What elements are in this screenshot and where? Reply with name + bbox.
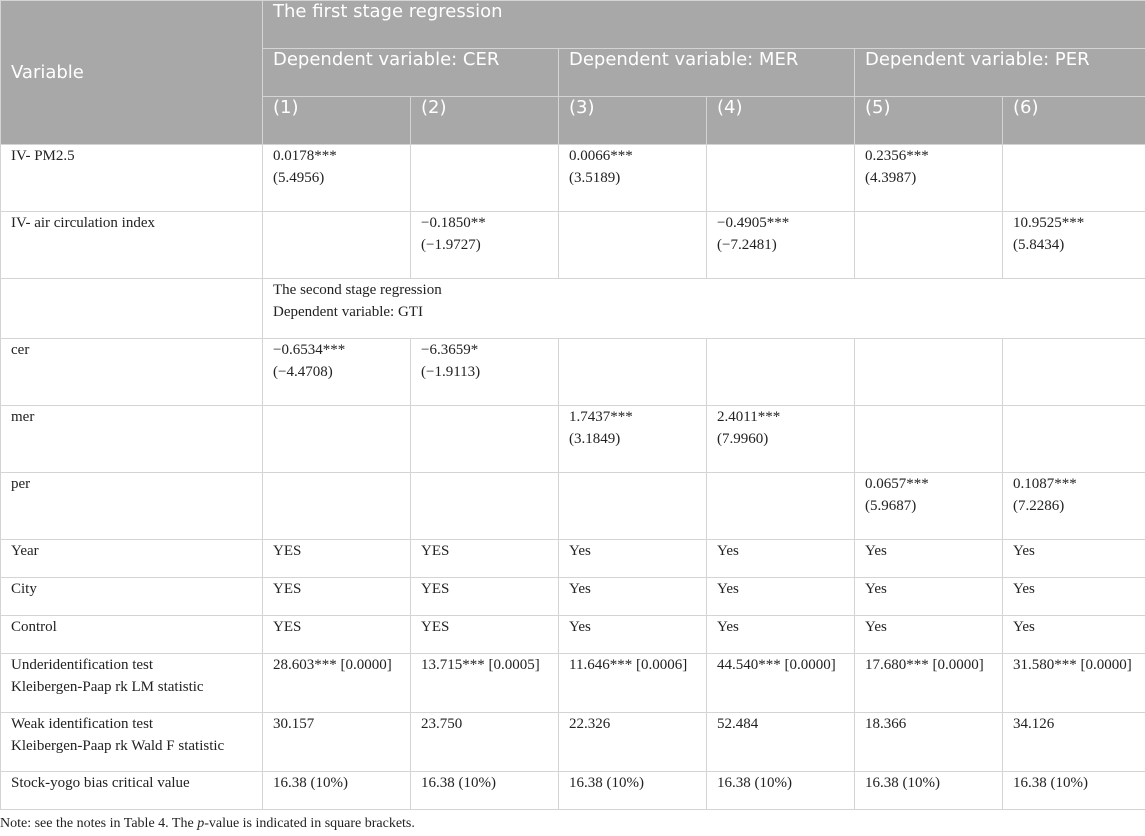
- coef-cell: [1003, 406, 1145, 473]
- coef-value: 0.0178***: [273, 148, 337, 164]
- table-row-underidentification: [1, 654, 1145, 713]
- table-cell: 11.646*** [0.0006]: [559, 654, 707, 713]
- table-cell: Yes: [559, 540, 707, 578]
- table-cell: 28.603*** [0.0000]: [263, 654, 411, 713]
- table-cell: 16.38 (10%): [1003, 772, 1145, 810]
- coef-cell: [855, 406, 1003, 473]
- table-row-year: [1, 540, 1145, 578]
- table-row-cer: [1, 339, 1145, 406]
- table-cell: 22.326: [559, 713, 707, 772]
- t-stat: (3.5189): [569, 170, 621, 186]
- table-cell: Yes: [707, 616, 855, 654]
- row-label: City: [1, 578, 263, 616]
- coef-cell: [263, 473, 411, 540]
- table-cell: YES: [411, 540, 559, 578]
- table-cell: Yes: [559, 578, 707, 616]
- t-stat: (5.9687): [865, 498, 917, 514]
- second-stage-title: The second stage regression: [273, 282, 442, 298]
- coef-value: 0.0657***: [865, 476, 929, 492]
- coef-cell: [411, 339, 559, 406]
- coef-cell: [559, 145, 707, 212]
- second-stage-dependent: Dependent variable: GTI: [273, 304, 423, 320]
- table-body: [1, 145, 1145, 810]
- table-row-second-stage: [1, 279, 1145, 339]
- table-cell: Yes: [855, 616, 1003, 654]
- row-label: per: [1, 473, 263, 540]
- coef-value: 10.9525***: [1013, 215, 1085, 231]
- coef-cell: [707, 406, 855, 473]
- t-stat: (5.4956): [273, 170, 325, 186]
- t-stat: (4.3987): [865, 170, 917, 186]
- table-cell: 31.580*** [0.0000]: [1003, 654, 1145, 713]
- table-cell: 16.38 (10%): [707, 772, 855, 810]
- note-italic: p: [197, 816, 205, 831]
- table-cell: 16.38 (10%): [855, 772, 1003, 810]
- coef-cell: [411, 406, 559, 473]
- row-label: Control: [1, 616, 263, 654]
- table-cell: 23.750: [411, 713, 559, 772]
- table-cell: 16.38 (10%): [559, 772, 707, 810]
- coef-value: 0.1087***: [1013, 476, 1077, 492]
- row-label: IV- PM2.5: [1, 145, 263, 212]
- row-label: mer: [1, 406, 263, 473]
- note-suffix: -value is indicated in square brackets.: [204, 816, 415, 831]
- row-label: [1, 654, 263, 713]
- table-cell: Yes: [1003, 616, 1145, 654]
- coef-cell: [263, 212, 411, 279]
- coef-cell: [263, 339, 411, 406]
- table-cell: Yes: [1003, 540, 1145, 578]
- group-header-mer: Dependent variable: MER: [559, 49, 855, 97]
- row-label: IV- air circulation index: [1, 212, 263, 279]
- t-stat: (5.8434): [1013, 237, 1065, 253]
- coef-value: −0.6534***: [273, 342, 346, 358]
- row-label-line: Kleibergen-Paap rk LM statistic: [11, 679, 204, 695]
- coef-cell: [1003, 145, 1145, 212]
- table-cell: Yes: [855, 540, 1003, 578]
- table-cell: Yes: [707, 578, 855, 616]
- coef-cell: [855, 145, 1003, 212]
- coef-cell: [707, 145, 855, 212]
- table-cell: 34.126: [1003, 713, 1145, 772]
- coef-value: 2.4011***: [717, 409, 781, 425]
- table-cell: YES: [263, 616, 411, 654]
- table-row-control: [1, 616, 1145, 654]
- coef-cell: [1003, 212, 1145, 279]
- table-cell: Yes: [707, 540, 855, 578]
- table-row-per: [1, 473, 1145, 540]
- coef-cell: [263, 406, 411, 473]
- column-header: (2): [411, 97, 559, 145]
- coef-cell: [855, 212, 1003, 279]
- t-stat: (7.2286): [1013, 498, 1065, 514]
- table-header: [1, 1, 1145, 145]
- coef-cell: [559, 406, 707, 473]
- table-cell: 18.366: [855, 713, 1003, 772]
- coef-cell: [1003, 473, 1145, 540]
- coef-cell: [559, 473, 707, 540]
- table-cell: YES: [263, 540, 411, 578]
- t-stat: (−1.9727): [421, 237, 481, 253]
- t-stat: (3.1849): [569, 431, 621, 447]
- row-label-line: Kleibergen-Paap rk Wald F statistic: [11, 738, 225, 754]
- coef-cell: [559, 212, 707, 279]
- coef-value: −6.3659*: [421, 342, 479, 358]
- t-stat: (7.9960): [717, 431, 769, 447]
- table-row-weak-identification: [1, 713, 1145, 772]
- coef-cell: [559, 339, 707, 406]
- table-cell: Yes: [559, 616, 707, 654]
- table-cell: Yes: [855, 578, 1003, 616]
- row-label: Year: [1, 540, 263, 578]
- coef-cell: [855, 473, 1003, 540]
- row-label: [1, 713, 263, 772]
- t-stat: (−1.9113): [421, 364, 481, 380]
- coef-cell: [707, 339, 855, 406]
- group-header-per: Dependent variable: PER: [855, 49, 1145, 97]
- table-cell: YES: [411, 578, 559, 616]
- table-cell: YES: [411, 616, 559, 654]
- variable-header: Variable: [1, 1, 263, 145]
- column-header: (6): [1003, 97, 1145, 145]
- empty-cell: [1, 279, 263, 339]
- table-row-iv-air: [1, 212, 1145, 279]
- table-cell: 13.715*** [0.0005]: [411, 654, 559, 713]
- row-label-line: Weak identification test: [11, 716, 154, 732]
- coef-cell: [707, 473, 855, 540]
- t-stat: (−4.4708): [273, 364, 333, 380]
- column-header: (1): [263, 97, 411, 145]
- table-row-iv-pm25: [1, 145, 1145, 212]
- coef-cell: [855, 339, 1003, 406]
- row-label: Stock-yogo bias critical value: [1, 772, 263, 810]
- row-label: cer: [1, 339, 263, 406]
- table-cell: YES: [263, 578, 411, 616]
- coef-value: 0.2356***: [865, 148, 929, 164]
- table-cell: 16.38 (10%): [263, 772, 411, 810]
- table-cell: 52.484: [707, 713, 855, 772]
- coef-cell: [707, 212, 855, 279]
- coef-value: −0.4905***: [717, 215, 790, 231]
- table-cell: Yes: [1003, 578, 1145, 616]
- coef-cell: [411, 145, 559, 212]
- column-header: (4): [707, 97, 855, 145]
- coef-value: −0.1850**: [421, 215, 486, 231]
- row-label-line: Underidentification test: [11, 657, 154, 673]
- table-row-city: [1, 578, 1145, 616]
- coef-cell: [411, 473, 559, 540]
- t-stat: (−7.2481): [717, 237, 777, 253]
- first-stage-header: The first stage regression: [263, 1, 1145, 49]
- table-note: [0, 816, 415, 832]
- coef-value: 0.0066***: [569, 148, 633, 164]
- column-header: (3): [559, 97, 707, 145]
- second-stage-header: [263, 279, 1145, 339]
- table-cell: 44.540*** [0.0000]: [707, 654, 855, 713]
- table-cell: 30.157: [263, 713, 411, 772]
- table-row-mer: [1, 406, 1145, 473]
- group-header-cer: Dependent variable: CER: [263, 49, 559, 97]
- coef-cell: [263, 145, 411, 212]
- coef-value: 1.7437***: [569, 409, 633, 425]
- coef-cell: [1003, 339, 1145, 406]
- note-prefix: Note: see the notes in Table 4. The: [0, 816, 198, 831]
- table-row-stock-yogo: [1, 772, 1145, 810]
- table-cell: 17.680*** [0.0000]: [855, 654, 1003, 713]
- coef-cell: [411, 212, 559, 279]
- table-cell: 16.38 (10%): [411, 772, 559, 810]
- column-header: (5): [855, 97, 1003, 145]
